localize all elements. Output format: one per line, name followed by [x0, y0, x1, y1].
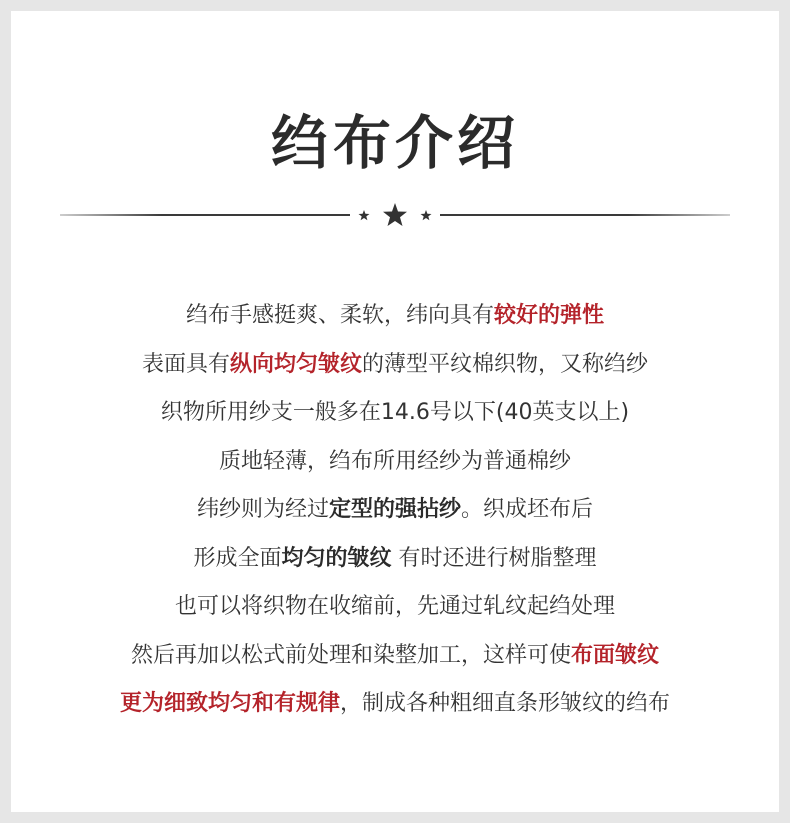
text-line-1: [0, 292, 790, 341]
text-line-9: [0, 680, 790, 729]
text-segment: 表面具有: [141, 351, 230, 377]
description-text: [0, 292, 790, 729]
small-star-icon: [358, 200, 370, 230]
small-star-icon: [420, 200, 432, 230]
text-segment: 也可以将织物在收缩前，先通过轧纹起绉处理: [174, 594, 615, 619]
divider-line-left: [60, 214, 350, 216]
text-line-7: [0, 583, 790, 632]
text-segment: 的薄型平纹棉织物，又称绉纱: [362, 351, 649, 377]
text-line-4: [0, 438, 790, 487]
highlight-red: 较好的弹性: [494, 303, 605, 328]
highlight-red: 更为细致均匀和有规律: [119, 691, 340, 716]
page-title: 绉布介绍: [270, 109, 519, 177]
highlight-red: 布面皱纹: [571, 642, 660, 668]
large-star-icon: [382, 200, 408, 230]
divider-line-right: [440, 214, 730, 216]
text-segment: 形成全面: [193, 545, 282, 571]
text-line-5: [0, 486, 790, 535]
text-line-8: [0, 632, 790, 681]
highlight-bold: 定型的强拈纱: [328, 497, 461, 522]
text-line-2: [0, 341, 790, 390]
text-segment: 有时还进行树脂整理: [391, 545, 597, 571]
text-line-6: [0, 535, 790, 584]
text-segment: 。织成坯布后: [461, 497, 594, 522]
text-segment: 然后再加以松式前处理和染整加工，这样可使: [130, 642, 571, 668]
text-segment: 织物所用纱支一般多在14.6号以下(40英支以上): [160, 400, 630, 425]
text-segment: 绉布手感挺爽、柔软，纬向具有: [185, 303, 494, 328]
text-segment: 质地轻薄，绉布所用经纱为普通棉纱: [218, 448, 571, 474]
text-segment: 纬纱则为经过: [196, 497, 329, 522]
title-divider: [60, 200, 730, 230]
text-segment: ，制成各种粗细直条形皱纹的绉布: [340, 691, 671, 716]
highlight-red: 纵向均匀皱纹: [229, 351, 362, 377]
highlight-bold: 均匀的皱纹: [281, 545, 392, 571]
text-line-3: [0, 389, 790, 438]
